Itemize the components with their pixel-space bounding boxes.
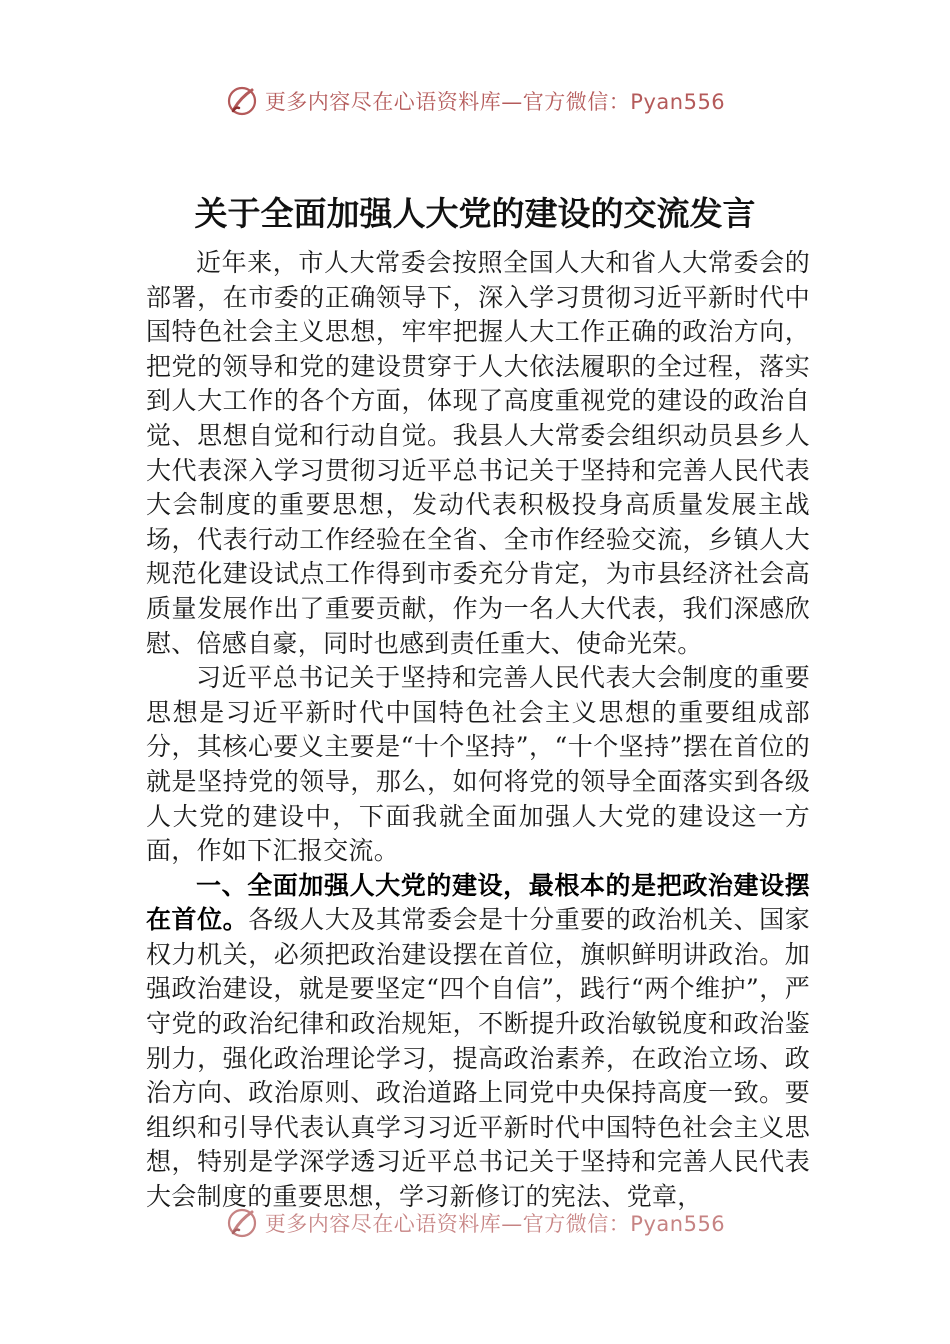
header-watermark bbox=[0, 84, 950, 118]
watermark-text: 更多内容尽在心语资料库—官方微信：Pyan556 bbox=[264, 1212, 726, 1236]
paragraph-overview: 习近平总书记关于坚持和完善人民代表大会制度的重要思想是习近平新时代中国特色社会主义思想的重要组成部分，其核心要义主要是“十个坚持”，“十个坚持”摆在首位的就是坚持党的领导，那么，如何将党的领导全面落实到各级人大党的建设中，下面我就全面加强人大党的建设这一方面，作如下汇报交流。 bbox=[146, 663, 810, 866]
section-1-body: 各级人大及其常委会是十分重要的政治机关、国家权力机关，必须把政治建设摆在首位，旗帜鲜明讲政治。加强政治建设，就是要坚定“四个自信”，践行“两个维护”，严守党的政治纪律和政治规矩，不断提升政治敏锐度和政治鉴别力，强化政治理论学习，提高政治素养，在政治立场、政治方向、政治原则、政治道路上同党中央保持高度一致。要组织和引导代表认真学习习近平新时代中国特色社会主义思想，特别是学深学透习近平总书记关于坚持和完善人民代表大会制度的重要思想，学习新修订的宪法、党章， bbox=[146, 905, 811, 1212]
section-1-heading: 一、全面加强人大党的建设，最根本的是把政治建设摆在首位。 bbox=[146, 870, 810, 935]
brush-logo-icon bbox=[225, 1206, 259, 1240]
document-title: 关于全面加强人大党的建设的交流发言 bbox=[194, 194, 756, 233]
footer-watermark bbox=[0, 1206, 950, 1240]
section-1-paragraph bbox=[146, 869, 810, 1215]
brush-logo-icon bbox=[225, 84, 259, 118]
paragraph-intro: 近年来，市人大常委会按照全国人大和省人大常委会的部署，在市委的正确领导下，深入学习贯彻习近平新时代中国特色社会主义思想，牢牢把握人大工作正确的政治方向，把党的领导和党的建设贯穿于人大依法履职的全过程，落实到人大工作的各个方面，体现了高度重视党的建设的政治自觉、思想自觉和行动自觉。我县人大常委会组织动员县乡人大代表深入学习贯彻习近平总书记关于坚持和完善人民代表大会制度的重要思想，发动代表积极投身高质量发展主战场，代表行动工作经验在全省、全市作经验交流，乡镇人大规范化建设试点工作得到市委充分肯定，为市县经济社会高质量发展作出了重要贡献，作为一名人大代表，我们深感欣慰、倍感自豪，同时也感到责任重大、使命光荣。 bbox=[146, 248, 810, 658]
watermark-text: 更多内容尽在心语资料库—官方微信：Pyan556 bbox=[264, 90, 726, 114]
document-body bbox=[146, 246, 810, 1215]
